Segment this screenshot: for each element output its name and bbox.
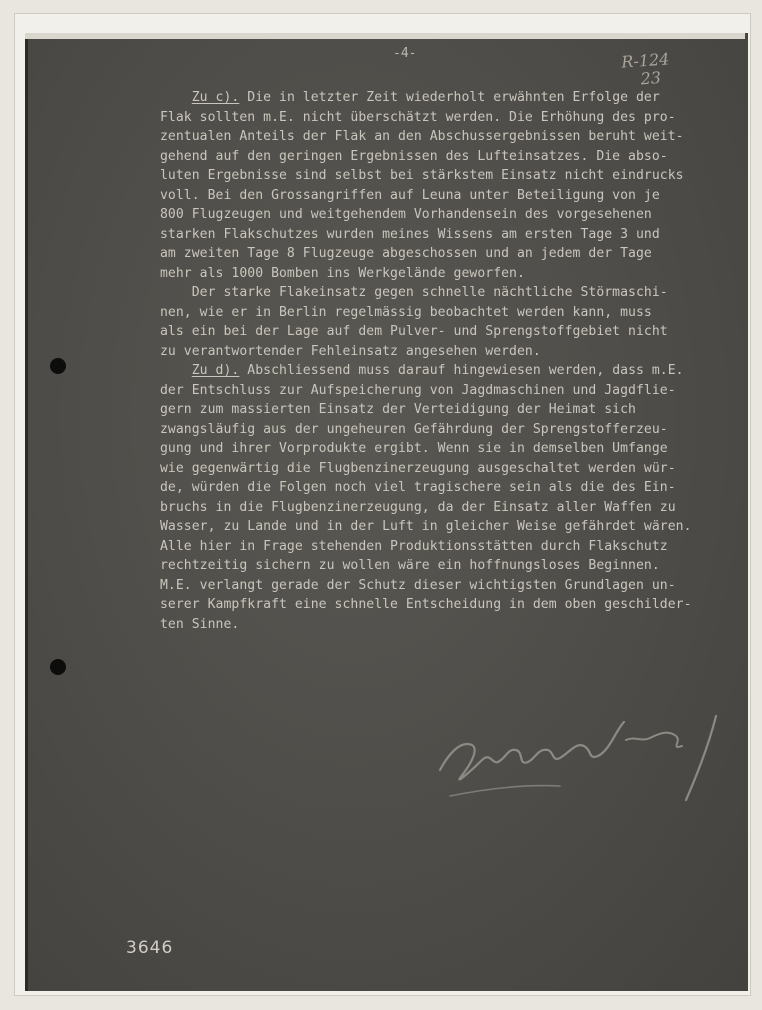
text-line: am zweiten Tage 8 Flugzeuge abgeschossen und an jedem der Tage (160, 246, 652, 261)
signature (420, 700, 750, 810)
text-line: Flak sollten m.E. nicht überschätzt werden. Die Erhöhung des pro- (160, 109, 676, 125)
text-line: voll. Bei den Grossangriffen auf Leuna unter Beteiligung von je (160, 187, 660, 203)
text-line (160, 88, 760, 108)
annotation-bottom: 23 (639, 68, 662, 89)
section-lead: Zu d). (191, 363, 240, 378)
text-line: serer Kampfkraft eine schnelle Entscheidung in dem oben geschilder- (160, 597, 692, 612)
text-line: M.E. verlangt gerade der Schutz dieser wichtigsten Grundlagen un- (160, 577, 676, 593)
archive-stamp-number: 3646 (126, 938, 174, 958)
text-line (160, 361, 760, 381)
text-line: gung und ihrer Vorprodukte ergibt. Wenn sie in demselben Umfange (160, 441, 668, 456)
line-text: Die in letzter Zeit wiederholt erwähnten Erfolge der (239, 90, 660, 105)
punch-hole-lower (50, 659, 66, 675)
handwritten-annotation (621, 50, 671, 89)
text-line: zu verantwortender Fehleinsatz angesehen werden. (160, 343, 541, 359)
text-line: gehend auf den geringen Ergebnissen des Lufteinsatzes. Die abso- (160, 148, 668, 164)
line-text: Abschliessend muss darauf hingewiesen werden, dass m.E. (239, 363, 684, 378)
text-line: zentualen Anteils der Flak an den Abschussergebnissen beruht weit- (160, 129, 684, 144)
text-line: zwangsläufig aus der ungeheuren Gefährdung der Sprengstofferzeu- (160, 421, 668, 437)
top-edge-strip (25, 33, 745, 39)
document-body (160, 88, 760, 634)
text-line: de, würden die Folgen noch viel tragischere sein als die des Ein- (160, 480, 676, 495)
text-line: Alle hier in Frage stehenden Produktionsstätten durch Flakschutz (160, 538, 668, 554)
text-line: nen, wie er in Berlin regelmässig beobachtet werden kann, muss (160, 304, 652, 320)
text-line: luten Ergebnisse sind selbst bei stärkstem Einsatz nicht eindrucks (160, 168, 684, 183)
text-line: wie gegenwärtig die Flugbenzinerzeugung ausgeschaltet werden wür- (160, 460, 676, 476)
text-line: mehr als 1000 Bomben ins Werkgelände geworfen. (160, 265, 525, 281)
annotation-top: R-124 (620, 49, 670, 72)
text-line: ten Sinne. (160, 616, 240, 632)
text-line: rechtzeitig sichern zu wollen wäre ein hoffnungsloses Beginnen. (160, 558, 660, 573)
text-line: Der starke Flakeinsatz gegen schnelle nächtliche Störmaschi- (160, 285, 668, 300)
text-line: 800 Flugzeugen und weitgehendem Vorhandensein des vorgesehenen (160, 207, 652, 222)
page-number: -4- (393, 46, 417, 61)
text-line: gern zum massierten Einsatz der Verteidigung der Heimat sich (160, 402, 636, 417)
section-lead: Zu c). (191, 90, 240, 105)
text-line: bruchs in die Flugbenzinerzeugung, da der Einsatz aller Waffen zu (160, 499, 676, 515)
punch-hole-upper (50, 358, 66, 374)
text-line: als ein bei der Lage auf dem Pulver- und Sprengstoffgebiet nicht (160, 324, 668, 339)
text-line: Wasser, zu Lande und in der Luft in gleicher Weise gefährdet wären. (160, 519, 692, 534)
text-line: starken Flakschutzes wurden meines Wissens am ersten Tage 3 und (160, 226, 660, 242)
text-line: der Entschluss zur Aufspeicherung von Jagdmaschinen und Jagdflie- (160, 382, 676, 398)
